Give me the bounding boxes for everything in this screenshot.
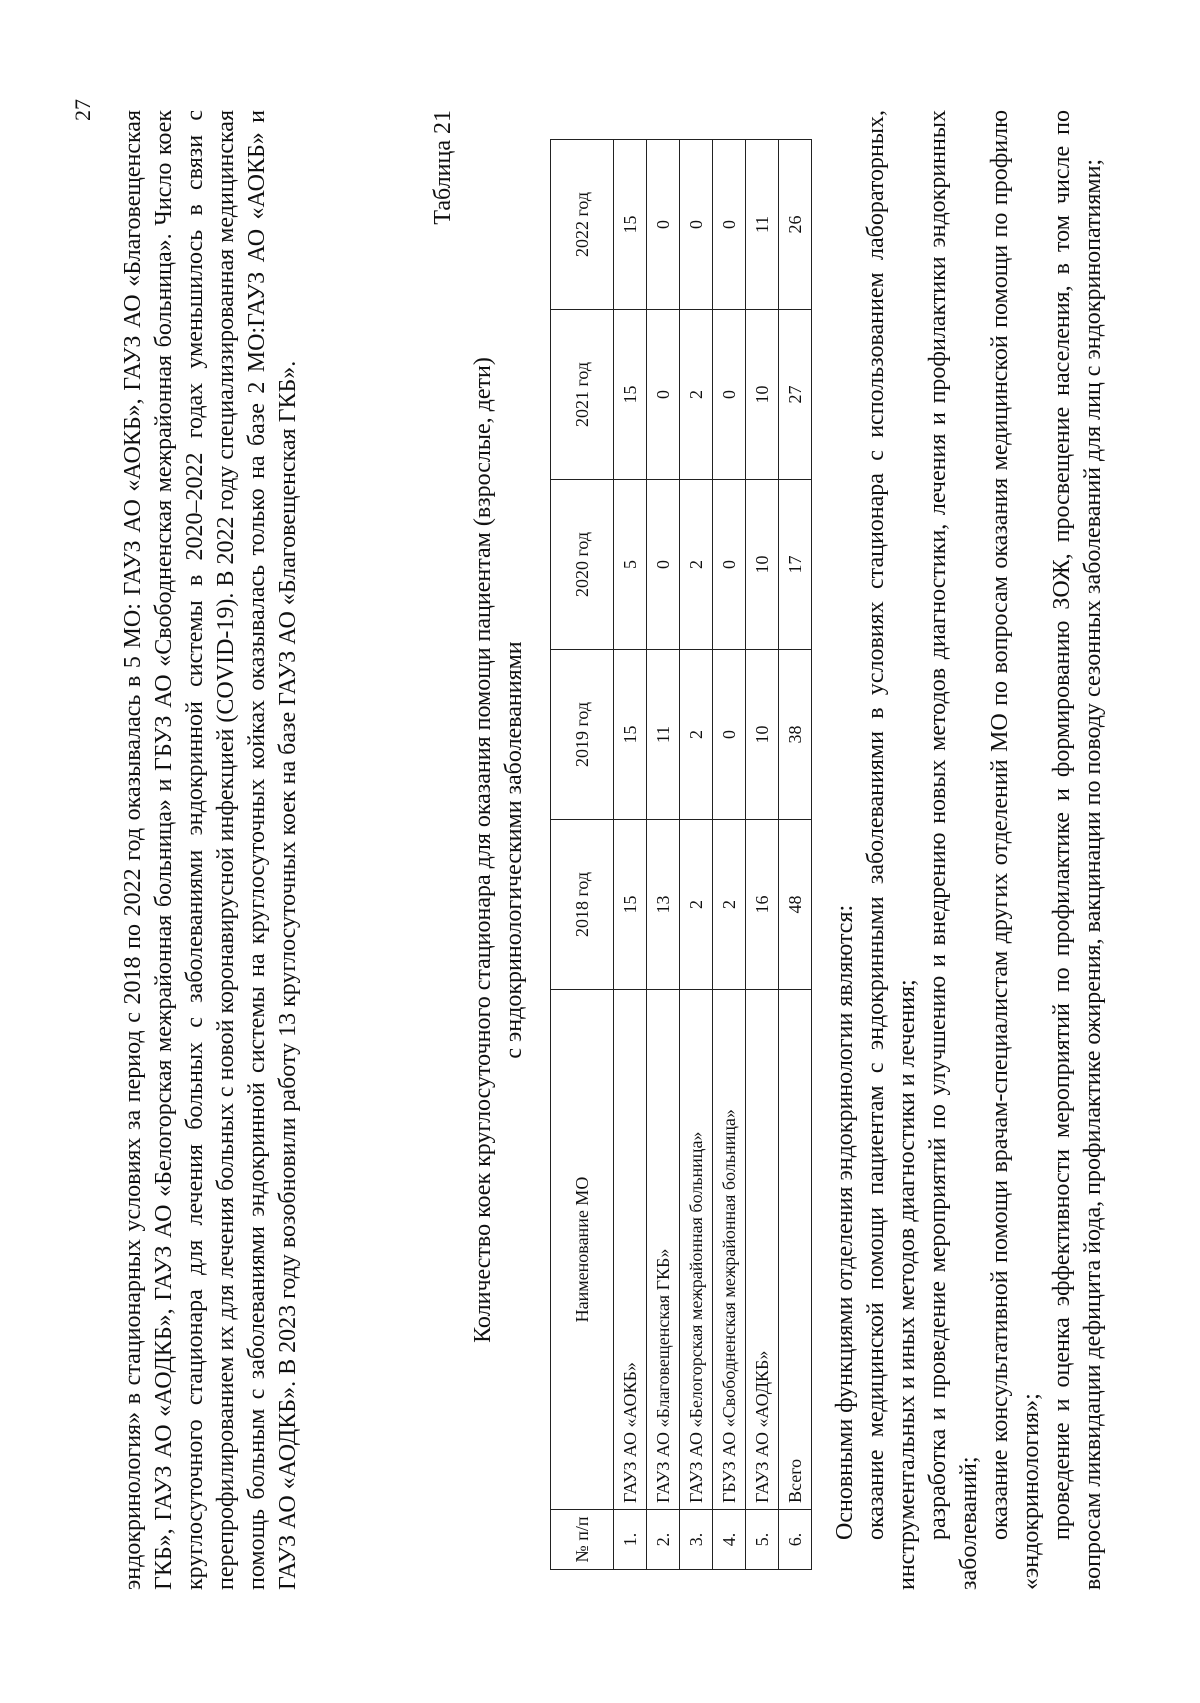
value-2022: 0 [713, 140, 746, 310]
value-2020: 0 [647, 480, 680, 650]
header-name: Наименование МО [551, 990, 614, 1510]
value-2019: 15 [614, 650, 647, 820]
value-2018: 15 [614, 820, 647, 990]
table-row [680, 140, 713, 1570]
value-2019: 10 [746, 650, 779, 820]
value-2018: 2 [680, 820, 713, 990]
value-2022: 11 [746, 140, 779, 310]
value-2021: 15 [614, 310, 647, 480]
functions-heading: Основными функциями отделения эндокринологии являются: [832, 904, 858, 1540]
value-2018: 2 [713, 820, 746, 990]
value-2021: 2 [680, 310, 713, 480]
row-num: 1. [614, 1510, 647, 1570]
row-name: ГАУЗ АО «АОДКБ» [746, 990, 779, 1510]
functions-section [830, 110, 1109, 1590]
table-number-label: Таблица 21 [430, 110, 456, 225]
function-item: оказание консультативной помощи врачам-специалистам других отделений МО по вопросам оказания медицинской помощи по профилю «эндокринология»; [987, 110, 1044, 1590]
document-page [70, 70, 1130, 1630]
header-2019: 2019 год [551, 650, 614, 820]
value-2019: 11 [647, 650, 680, 820]
value-2020: 0 [713, 480, 746, 650]
header-2020: 2020 год [551, 480, 614, 650]
function-item: оказание медицинской помощи пациентам с эндокринными заболеваниями в условиях стационара с использованием лабораторных, инструментальных и иных методов диагностики и лечения; [863, 110, 920, 1590]
value-2019: 38 [779, 650, 812, 820]
table-row [746, 140, 779, 1570]
value-2022: 0 [647, 140, 680, 310]
table-row [647, 140, 680, 1570]
page-number: 27 [70, 99, 95, 121]
table-row [713, 140, 746, 1570]
beds-table [550, 139, 812, 1570]
row-name: ГАУЗ АО «Благовещенская ГКБ» [647, 990, 680, 1510]
value-2019: 2 [680, 650, 713, 820]
value-2018: 16 [746, 820, 779, 990]
header-2018: 2018 год [551, 820, 614, 990]
row-num: 2. [647, 1510, 680, 1570]
value-2022: 0 [680, 140, 713, 310]
row-name: Всего [779, 990, 812, 1510]
value-2021: 0 [713, 310, 746, 480]
value-2020: 17 [779, 480, 812, 650]
row-name: ГБУЗ АО «Свободненская межрайонная больница» [713, 990, 746, 1510]
value-2022: 26 [779, 140, 812, 310]
table-row [614, 140, 647, 1570]
value-2021: 27 [779, 310, 812, 480]
row-name: ГАУЗ АО «АОКБ» [614, 990, 647, 1510]
value-2020: 10 [746, 480, 779, 650]
value-2021: 0 [647, 310, 680, 480]
value-2022: 15 [614, 140, 647, 310]
value-2019: 0 [713, 650, 746, 820]
table-caption-line-2: с эндокринологическими заболеваниями [501, 641, 527, 1059]
table-caption [468, 110, 530, 1590]
value-2018: 48 [779, 820, 812, 990]
row-num: 3. [680, 1510, 713, 1570]
header-2022: 2022 год [551, 140, 614, 310]
row-num: 6. [779, 1510, 812, 1570]
header-num: № п/п [551, 1510, 614, 1570]
row-name: ГАУЗ АО «Белогорская межрайонная больница» [680, 990, 713, 1510]
table-caption-line-1: Количество коек круглосуточного стационара для оказания помощи пациентам (взрослые, дети) [470, 357, 496, 1343]
value-2020: 2 [680, 480, 713, 650]
intro-paragraph: эндокринология» в стационарных условиях за период с 2018 по 2022 год оказывалась в 5 МО: ГАУЗ АО «АОКБ», ГАУЗ АО «Благовещенская ГКБ», ГАУЗ АО «АОДКБ», ГАУЗ АО «Белогорская межрайонная больница» и ГБУЗ АО «Свободненская межрайонная больница». Число коек круглосуточного стационара для лечения больных с заболеваниями эндокринной системы в 2020–2022 годах уменьшилось в связи с перепрофилированием их для лечения больных с новой коронавирусной инфекцией (COVID-19). В 2022 году специализированная медицинская помощь больным с заболеваниями эндокринной системы на круглосуточных койках оказывалась только на базе 2 МО:ГАУЗ АО «АОКБ» и ГАУЗ АО «АОДКБ». В 2023 году возобновили работу 13 круглосуточных коек на базе ГАУЗ АО «Благовещенская ГКБ». [120, 110, 301, 1590]
value-2018: 13 [647, 820, 680, 990]
function-item: разработка и проведение мероприятий по улучшению и внедрению новых методов диагностики, лечения и профилактики эндокринных заболеваний; [925, 110, 982, 1590]
function-item: проведение и оценка эффективности мероприятий по профилактике и формированию ЗОЖ, просвещение населения, в том числе по вопросам ликвидации дефицита йода, профилактике ожирения, вакцинации по поводу сезонных заболеваний для лиц с эндокринопатиями; [1049, 110, 1106, 1590]
value-2021: 10 [746, 310, 779, 480]
row-num: 4. [713, 1510, 746, 1570]
table-header-row [551, 140, 614, 1570]
header-2021: 2021 год [551, 310, 614, 480]
row-num: 5. [746, 1510, 779, 1570]
table-total-row [779, 140, 812, 1570]
value-2020: 5 [614, 480, 647, 650]
